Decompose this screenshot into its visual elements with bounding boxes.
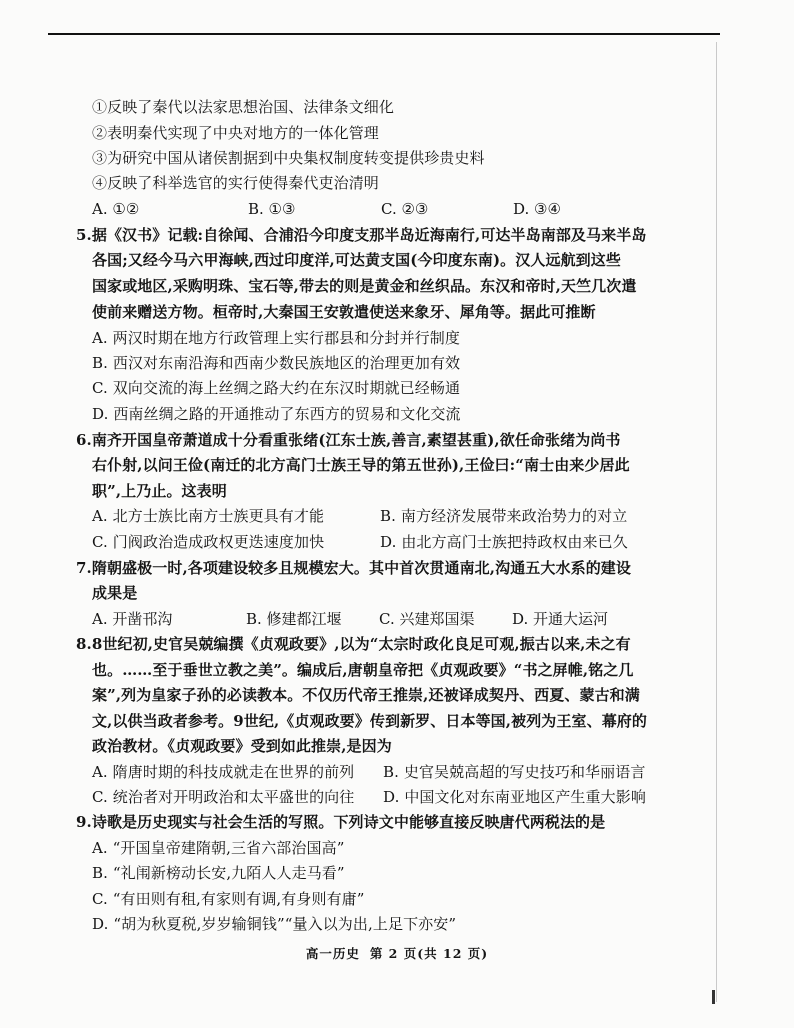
- q8-stem-line-5: 政治教材。《贞观政要》受到如此推崇,是因为: [92, 737, 392, 755]
- q6-option-b[interactable]: B. 南方经济发展带来政治势力的对立: [380, 507, 628, 525]
- q7-option-b[interactable]: B. 修建都江堰: [246, 610, 342, 628]
- q7-stem-line-1: 7.隋朝盛极一时,各项建设较多且规模宏大。其中首次贯通南北,沟通五大水系的建设: [76, 559, 632, 577]
- q7-option-c[interactable]: C. 兴建郑国渠: [379, 610, 475, 628]
- q4-statement-2: ②表明秦代实现了中央对地方的一体化管理: [92, 124, 379, 142]
- q5-stem-line-3: 国家或地区,采购明珠、宝石等,带去的则是黄金和丝织品。东汉和帝时,天竺几次遣: [92, 277, 637, 295]
- page-footer: [0, 944, 794, 962]
- q4-statement-3: ③为研究中国从诸侯割据到中央集权制度转变提供珍贵史料: [92, 149, 485, 167]
- q8-stem-line-3: 案”,列为皇家子孙的必读教本。不仅历代帝王推崇,还被译成契丹、西夏、蒙古和满: [92, 686, 640, 704]
- q8-option-c[interactable]: C. 统治者对开明政治和太平盛世的向往: [92, 788, 355, 806]
- q4-option-c[interactable]: C. ②③: [381, 200, 429, 218]
- q9-option-d[interactable]: D. “胡为秋夏税,岁岁输铜钱”“量入以为出,上足下亦安”: [92, 915, 457, 933]
- edge-mark: [712, 990, 715, 1004]
- q5-option-b[interactable]: B. 西汉对东南沿海和西南少数民族地区的治理更加有效: [92, 354, 461, 372]
- q4-option-b[interactable]: B. ①③: [248, 200, 296, 218]
- q6-stem-line-1: 6.南齐开国皇帝萧道成十分看重张绪(江东士族,善言,素望甚重),欲任命张绪为尚书: [76, 431, 621, 449]
- q4-options: [92, 199, 652, 219]
- q6-stem-line-3: 职”,上乃止。这表明: [92, 482, 227, 500]
- q6-option-c[interactable]: C. 门阀政治造成政权更迭速度加快: [92, 533, 325, 551]
- top-rule: [48, 33, 720, 35]
- q4-option-d[interactable]: D. ③④: [513, 200, 561, 218]
- q5-option-c[interactable]: C. 双向交流的海上丝绸之路大约在东汉时期就已经畅通: [92, 379, 461, 397]
- footer-page-number: 第 2 页(共 12 页): [369, 946, 489, 961]
- q8-option-d[interactable]: D. 中国文化对东南亚地区产生重大影响: [383, 788, 646, 806]
- q9-option-c[interactable]: C. “有田则有租,有家则有调,有身则有庸”: [92, 890, 365, 908]
- q5-option-a[interactable]: A. 两汉时期在地方行政管理上实行郡县和分封并行制度: [92, 329, 460, 347]
- q7-options: [92, 609, 652, 629]
- q5-stem-line-1: 5.据《汉书》记载:自徐闻、合浦沿今印度支那半岛近海南行,可达半岛南部及马来半岛: [76, 226, 647, 244]
- q7-option-d[interactable]: D. 开通大运河: [512, 610, 609, 628]
- q9-option-b[interactable]: B. “礼闱新榜动长安,九陌人人走马看”: [92, 864, 345, 882]
- q8-stem-line-4: 文,以供当政者参考。9世纪,《贞观政要》传到新罗、日本等国,被列为王室、幕府的: [92, 712, 648, 730]
- q4-statement-1: ①反映了秦代以法家思想治国、法律条文细化: [92, 98, 395, 116]
- q5-stem-line-2: 各国;又经今马六甲海峡,西过印度洋,可达黄支国(今印度东南)。汉人远航到这些: [92, 251, 621, 269]
- q8-stem-line-2: 也。……至于垂世立教之美”。编成后,唐朝皇帝把《贞观政要》“书之屏帷,铭之几: [92, 661, 634, 679]
- q6-option-d[interactable]: D. 由北方高门士族把持政权由来已久: [380, 533, 628, 551]
- q8-option-a[interactable]: A. 隋唐时期的科技成就走在世界的前列: [92, 763, 355, 781]
- q8-option-b[interactable]: B. 史官吴兢高超的写史技巧和华丽语言: [383, 763, 646, 781]
- q4-option-a[interactable]: A. ①②: [92, 200, 140, 218]
- q9-option-a[interactable]: A. “开国皇帝建隋朝,三省六部治国高”: [92, 839, 345, 857]
- q6-option-a[interactable]: A. 北方士族比南方士族更具有才能: [92, 507, 325, 525]
- q6-stem-line-2: 右仆射,以问王俭(南迁的北方高门士族王导的第五世孙),王俭曰:“南士由来少居此: [92, 456, 630, 474]
- q8-stem-line-1: 8.8世纪初,史官吴兢编撰《贞观政要》,以为“太宗时政化良足可观,振古以来,未之有: [76, 635, 631, 653]
- page-edge: [716, 42, 717, 1002]
- q7-stem-line-2: 成果是: [92, 584, 138, 602]
- q5-stem-line-4: 使前来赠送方物。桓帝时,大秦国王安敦遣使送来象牙、犀角等。据此可推断: [92, 303, 596, 321]
- q4-statement-4: ④反映了科举选官的实行使得秦代吏治清明: [92, 174, 379, 192]
- q9-stem-line-1: 9.诗歌是历史现实与社会生活的写照。下列诗文中能够直接反映唐代两税法的是: [76, 813, 606, 831]
- q5-option-d[interactable]: D. 西南丝绸之路的开通推动了东西方的贸易和文化交流: [92, 405, 461, 423]
- q7-option-a[interactable]: A. 开凿邗沟: [92, 610, 173, 628]
- footer-subject: 高一历史: [305, 946, 360, 961]
